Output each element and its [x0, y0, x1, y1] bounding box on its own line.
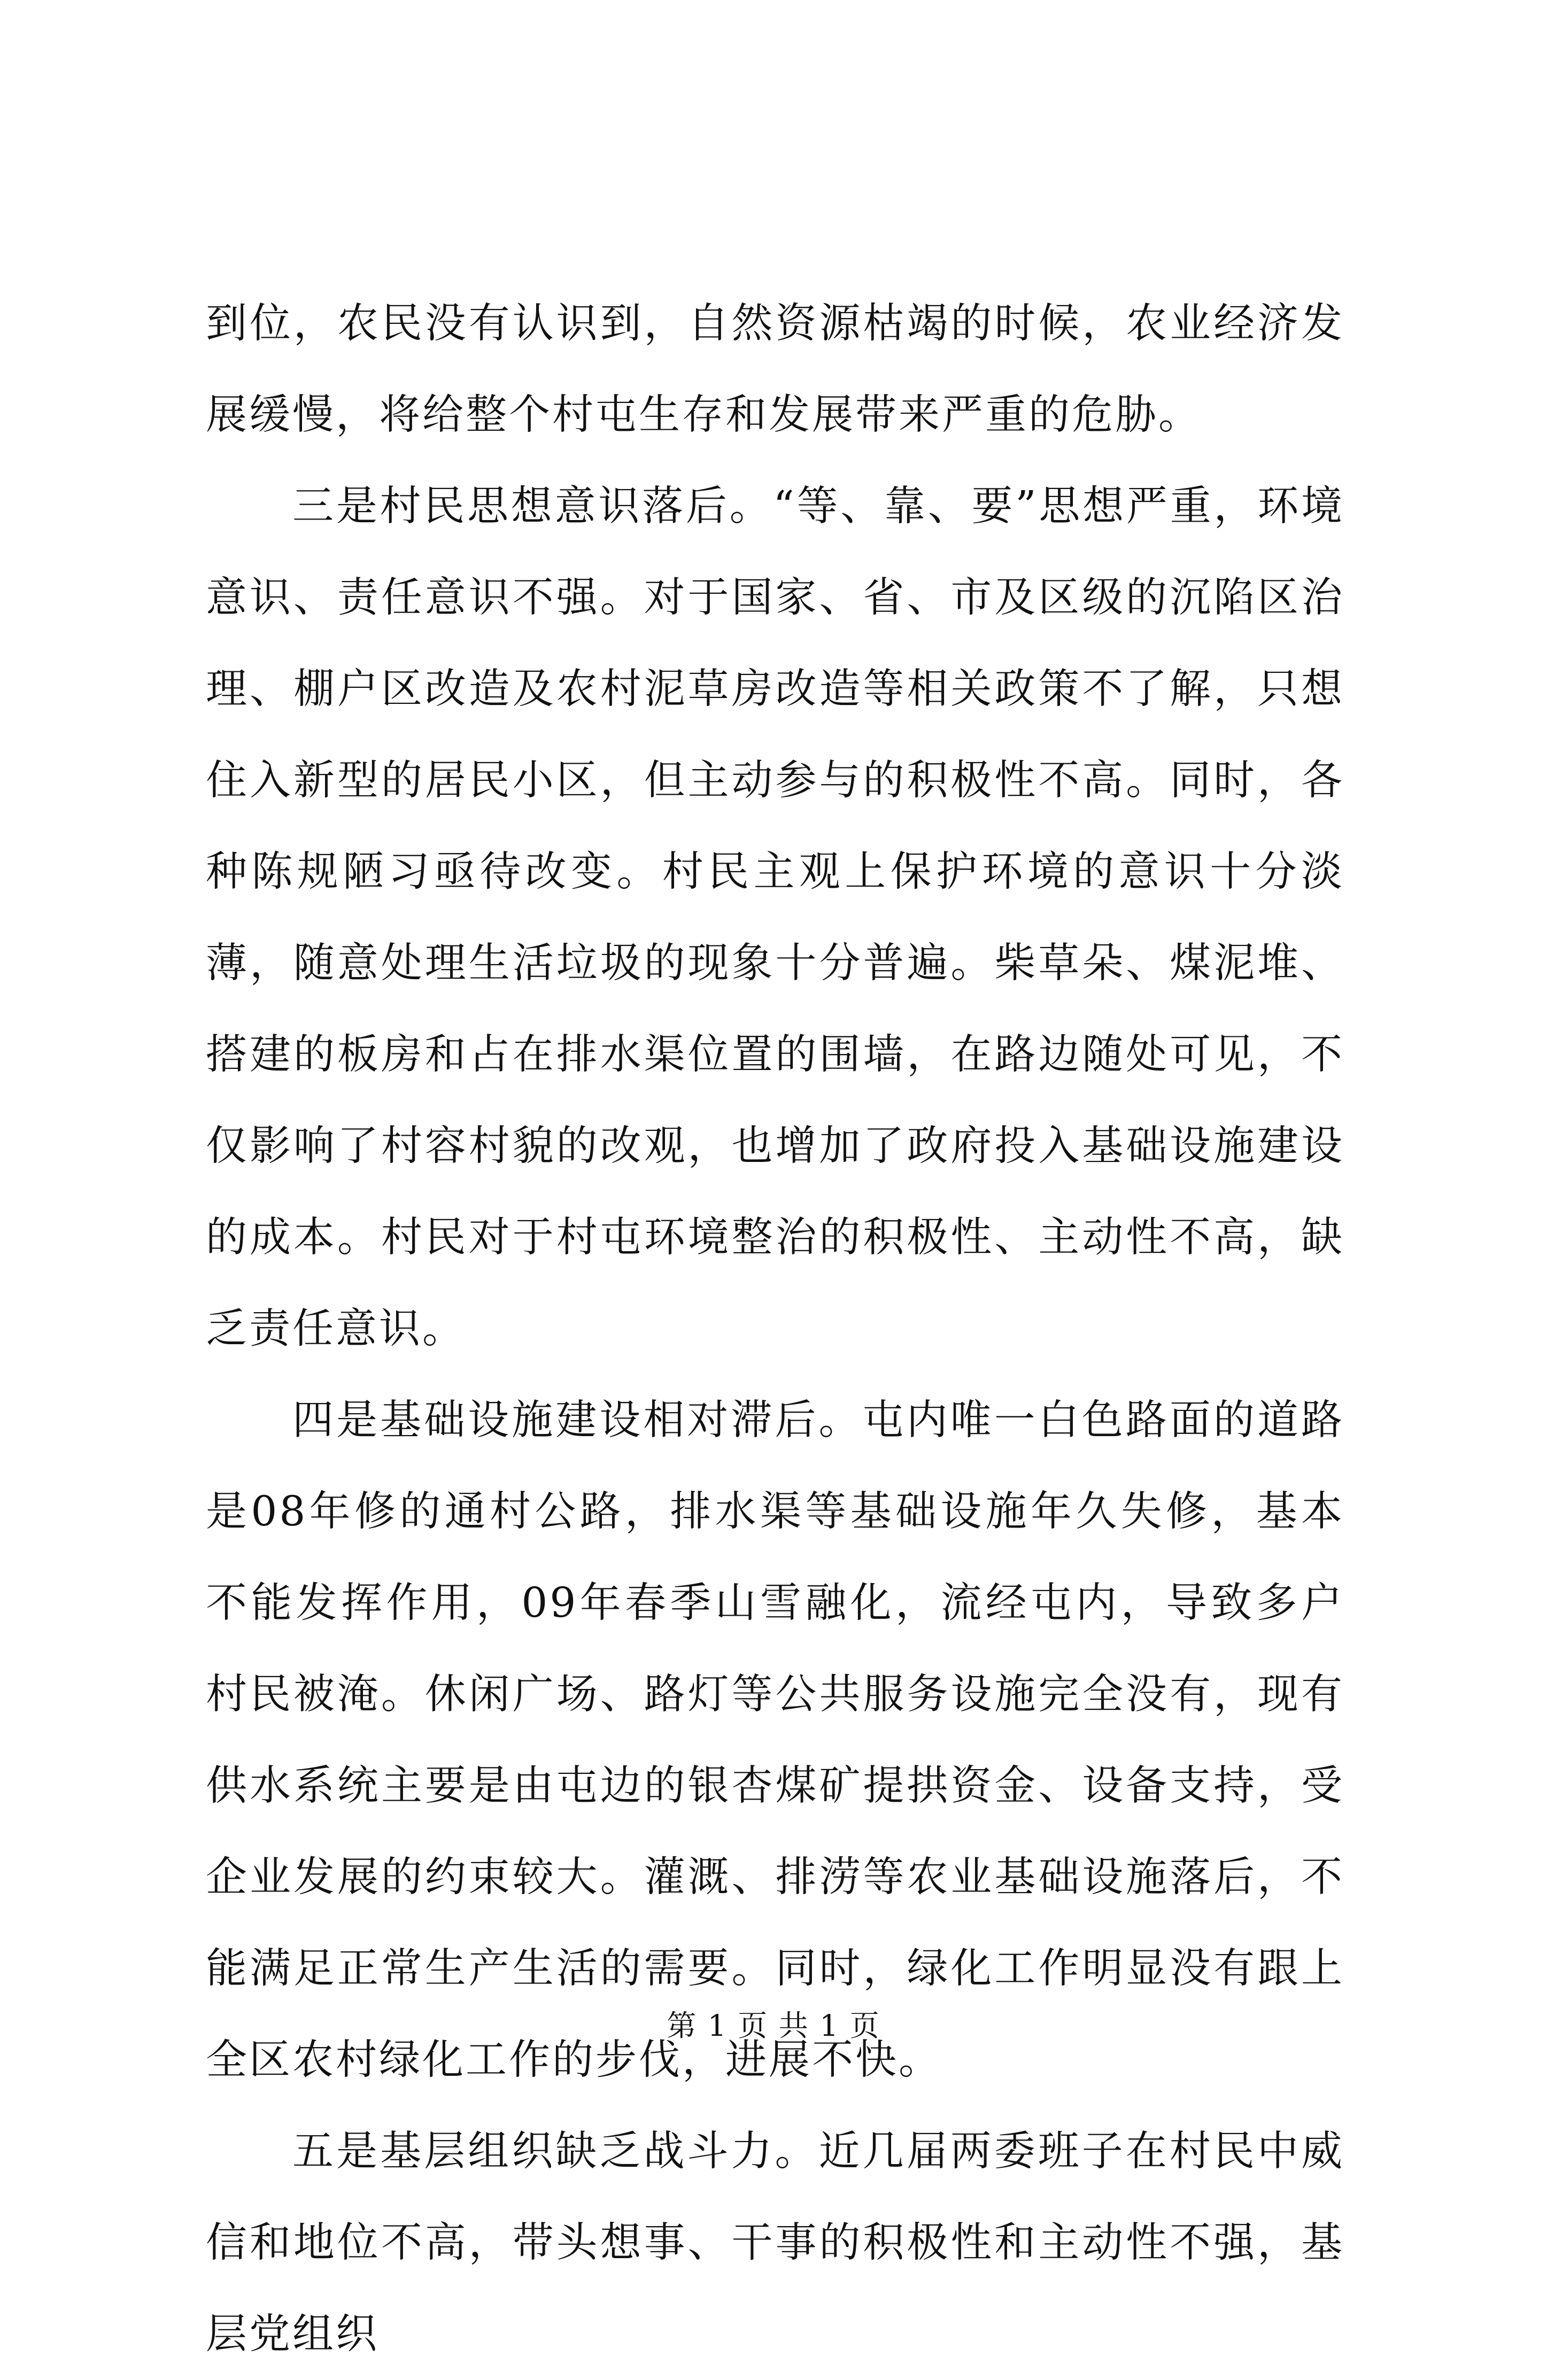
paragraph-villager-awareness: 三是村民思想意识落后。“等、靠、要”思想严重，环境意识、责任意识不强。对于国家、省、市及区级的沉陷区治理、棚户区改造及农村泥草房改造等相关政策不了解，只想住入新型的居民小区，但主动参与的积极性不高。同时，各种陈规陋习亟待改变。村民主观上保护环境的意识十分淡薄，随意处理生活垃圾的现象十分普遍。柴草朵、煤泥堆、搭建的板房和占在排水渠位置的围墙，在路边随处可见，不仅影响了村容村貌的改观，也增加了政府投入基础设施建设的成本。村民对于村屯环境整治的积极性、主动性不高，缺乏责任意识。	[206, 483, 1344, 1353]
document-body	[206, 278, 1344, 2380]
page-footer: 第 1 页 共 1 页	[667, 2009, 880, 2043]
paragraph-grassroots-organization: 五是基层组织缺乏战斗力。近几届两委班子在村民中威信和地位不高，带头想事、干事的积极性和主动性不强，基层党组织	[206, 2128, 1344, 2358]
paragraph-continued: 到位，农民没有认识到，自然资源枯竭的时候，农业经济发展缓慢，将给整个村屯生存和发展带来严重的危胁。	[206, 300, 1344, 439]
paragraph-infrastructure: 四是基础设施建设相对滞后。屯内唯一白色路面的道路是08年修的通村公路，排水渠等基础设施年久失修，基本不能发挥作用，09年春季山雪融化，流经屯内，导致多户村民被淹。休闲广场、路灯等公共服务设施完全没有，现有供水系统主要是由屯边的银杏煤矿提拱资金、设备支持，受企业发展的约束较大。灌溉、排涝等农业基础设施落后，不能满足正常生产生活的需要。同时，绿化工作明显没有跟上全区农村绿化工作的步伐，进展不快。	[206, 1397, 1344, 2084]
